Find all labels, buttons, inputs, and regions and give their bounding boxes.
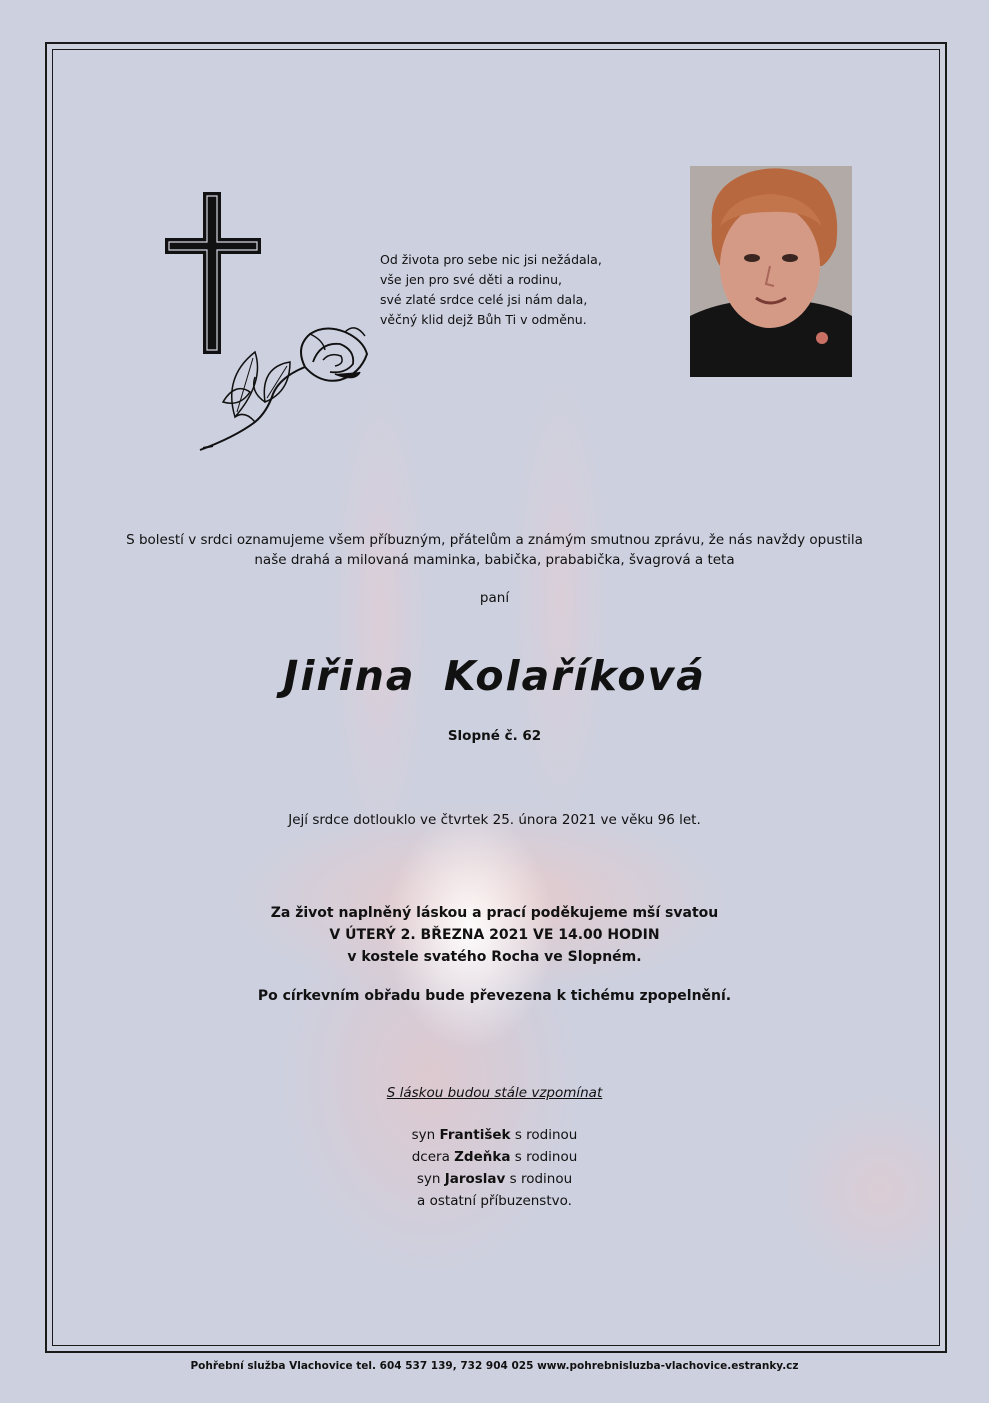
- mourner-item: syn Jaroslav s rodinou: [416, 1171, 573, 1187]
- poem-line: své zlaté srdce celé jsi nám dala,: [380, 292, 588, 307]
- ceremony-place: v kostele svatého Rocha ve Slopném.: [347, 949, 642, 965]
- rose-icon: [195, 322, 375, 457]
- cremation-notice: Po církevním obřadu bude převezena k tichému zpopelnění.: [257, 988, 732, 1004]
- footer-contact: Pohřební služba Vlachovice tel. 604 537 139, 732 904 025 www.pohrebnisluzba-vlachovice.estranky.cz: [190, 1360, 799, 1372]
- portrait-photo: [690, 166, 852, 377]
- mourner-item: a ostatní příbuzenstvo.: [417, 1193, 572, 1209]
- mourner-name: František: [439, 1127, 511, 1143]
- death-notice: Její srdce dotlouklo ve čtvrtek 25. února 2021 ve věku 96 let.: [288, 812, 701, 828]
- mourner-item: dcera Zdeňka s rodinou: [411, 1149, 578, 1165]
- poem-line: věčný klid dejž Bůh Ti v odměnu.: [380, 312, 587, 327]
- intro-line: S bolestí v srdci oznamujeme všem příbuzným, přátelům a známým smutnou zprávu, že nás navždy opustila: [126, 532, 863, 548]
- mourners-list: [0, 1124, 989, 1212]
- poem-line: Od života pro sebe nic jsi nežádala,: [380, 252, 602, 267]
- deceased-name: Jiřina Kolaříková: [283, 652, 706, 700]
- ceremony-line: Za život naplněný láskou a prací poděkujeme mší svatou: [270, 905, 719, 921]
- poem: [380, 250, 660, 330]
- mourner-name: Jaroslav: [444, 1171, 506, 1187]
- intro-line: naše drahá a milovaná maminka, babička, prababička, švagrová a teta: [254, 552, 735, 568]
- mourner-item: syn František s rodinou: [411, 1127, 578, 1143]
- poem-line: vše jen pro své děti a rodinu,: [380, 272, 562, 287]
- mourner-name: Zdeňka: [454, 1149, 511, 1165]
- memory-title: S láskou budou stále vzpomínat: [386, 1085, 603, 1101]
- ceremony-date: V ÚTERÝ 2. BŘEZNA 2021 VE 14.00 HODIN: [329, 927, 660, 943]
- salutation: paní: [479, 590, 510, 606]
- ceremony-info: [0, 902, 989, 968]
- intro-text: [0, 530, 989, 570]
- deceased-address: Slopné č. 62: [447, 728, 542, 744]
